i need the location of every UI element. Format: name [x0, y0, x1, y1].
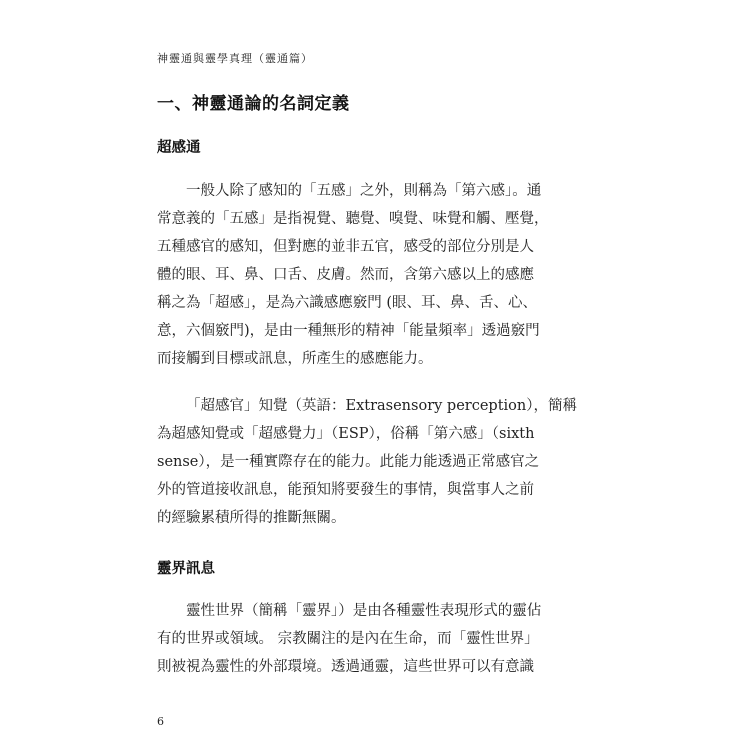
- text-line: 為超感知覺或「超感覺力」（ESP），俗稱「第六感」（sixth: [157, 426, 535, 442]
- text-line: 一般人除了感知的「五感」之外，則稱為「第六感」。通: [186, 183, 542, 199]
- text-line: 體的眼、耳、鼻、口舌、皮膚。然而，含第六感以上的感應: [157, 267, 534, 283]
- section-heading-chaogantong: 超感通: [157, 139, 201, 156]
- paragraph-esp-definition: [157, 392, 577, 532]
- chapter-title: 一、神靈通論的名詞定義: [157, 94, 350, 114]
- paragraph-spirit-world: [157, 597, 542, 681]
- text-line: 五種感官的感知，但對應的並非五官，感受的部位分別是人: [157, 239, 534, 255]
- text-line: sense），是一種實際存在的能力。此能力能透過正常感官之: [157, 454, 540, 470]
- text-line: 有的世界或領域。 宗教關注的是內在生命，而「靈性世界」: [157, 631, 539, 647]
- text-line: 常意義的「五感」是指視覺、聽覺、嗅覺、味覺和觸、壓覺，: [157, 211, 549, 227]
- text-line: 則被視為靈性的外部環境。透過通靈，這些世界可以有意識: [157, 659, 534, 675]
- text-line: 「超感官」知覺（英語：Extrasensory perception），簡稱: [186, 398, 577, 414]
- section-heading-lingjie-xunxi: 靈界訊息: [157, 560, 215, 577]
- text-line: 的經驗累積所得的推斷無關。: [157, 510, 346, 526]
- page-number: 6: [157, 715, 164, 728]
- text-line: 意，六個竅門)，是由一種無形的精神「能量頻率」透過竅門: [157, 323, 540, 339]
- running-header: 神靈通與靈學真理（靈通篇）: [157, 52, 313, 65]
- text-line: 而接觸到目標或訊息，所產生的感應能力。: [157, 351, 433, 367]
- text-line: 靈性世界（簡稱「靈界」）是由各種靈性表現形式的靈佔: [186, 603, 542, 619]
- text-line: 外的管道接收訊息，能預知將要發生的事情，與當事人之前: [157, 482, 534, 498]
- text-line: 稱之為「超感」，是為六識感應竅門 (眼、耳、鼻、舌、心、: [157, 295, 538, 311]
- paragraph-chaogan-definition: [157, 177, 549, 373]
